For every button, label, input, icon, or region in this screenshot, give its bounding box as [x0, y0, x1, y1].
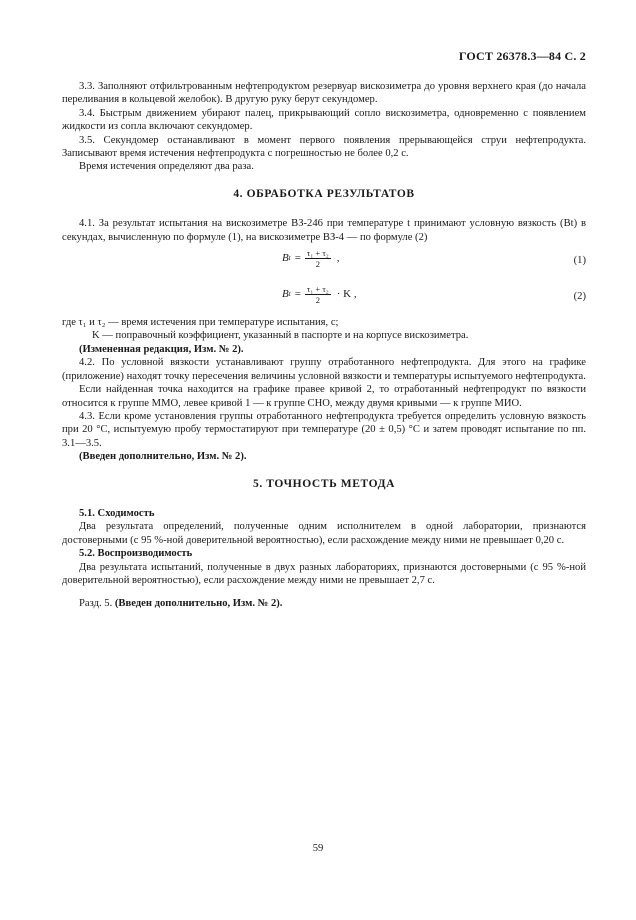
formula-2-lhs: B: [282, 287, 289, 300]
paragraph-4-1: 4.1. За результат испытания на вискозиметре ВЗ-246 при температуре t принимают условную вязкость (Bt) в секундах, вычисленную по формуле (1), на вискозиметре ВЗ-4 — по формуле (2): [62, 218, 586, 243]
formula-1-tail: ,: [336, 251, 340, 264]
section-5-note-text: (Введен дополнительно, Изм. № 2).: [114, 598, 283, 610]
subsection-5-1-text: Два результата определений, полученные одним исполнителем в одной лаборатории, признаются достоверными (с 95 %-ной доверительной вероятностью), если расхождение между ними не превышает 0,20 с.: [62, 521, 586, 546]
formula-1-eq: =: [294, 251, 301, 264]
formula-2: [62, 280, 586, 316]
formula-2-lhs-sub: t: [288, 289, 291, 298]
paragraph-3-3: 3.3. Заполняют отфильтрованным нефтепродуктом резервуар вискозиметра до уровня верхнего края (до начала переливания в кольцевой желобок). В другую руку берут секундомер.: [62, 81, 586, 106]
formula-2-fraction: [305, 284, 331, 305]
formula-1-lhs: B: [282, 251, 289, 264]
where-tau: где τ₁ и τ₂ — время истечения при температуре испытания, с;: [62, 317, 339, 329]
formula-1-denominator: 2: [315, 259, 320, 270]
formula-2-number: (2): [573, 291, 586, 303]
formula-2-denominator: 2: [315, 295, 320, 306]
section-5-note-prefix: Разд. 5.: [79, 598, 113, 610]
formula-1-fraction: [305, 248, 331, 269]
formula-2-numerator: τ₁ + τ₂: [306, 284, 329, 295]
paragraph-3-5: 3.5. Секундомер останавливают в момент первого появления прерывающейся струи нефтепродукта. Записывают время истечения нефтепродукта с погрешностью не более 0,2 с.: [62, 134, 586, 160]
paragraph-4-2: 4.2. По условной вязкости устанавливают группу отработанного нефтепродукта. Для этого на графике (приложение) находят точку пересечения величины условной вязкости и температуры испытуемого нефтепродукта.: [62, 357, 586, 382]
formula-2-eq: =: [294, 287, 301, 300]
paragraph-4-2b: Если найденная точка находится на графике правее кривой 2, то отработанный нефтепродукт по вязкости относится к группе ММО, левее кривой 1 — к группе СНО, между двумя кривыми — к группе МИО.: [62, 384, 586, 409]
subsection-5-1-title: 5.1. Сходимость: [79, 507, 155, 519]
where-k: K — поправочный коэффициент, указанный в паспорте и на корпусе вискозиметра.: [92, 330, 469, 342]
subsection-5-2-text: Два результата испытаний, полученные в двух разных лабораториях, признаются достоверными (с 95 %-ной доверительной вероятностью), если расхождение между ними не превышает 2,7 с.: [62, 561, 586, 586]
subsection-5-2-title: 5.2. Воспроизводимость: [79, 548, 193, 560]
formula-1-lhs-sub: t: [288, 253, 291, 262]
paragraph-3-4: 3.4. Быстрым движением убирают палец, прикрывающий сопло вискозиметра, одновременно с появлением жидкости из сопла включают секундомер.: [62, 107, 586, 133]
formula-1-number: (1): [573, 255, 586, 267]
note-added-4: (Введен дополнительно, Изм. № 2).: [79, 451, 247, 463]
paragraph-4-3: 4.3. Если кроме установления группы отработанного нефтепродукта требуется определить условную вязкость при 20 °С, испытуемую пробу термостатируют при температуре (20 ± 0,5) °С и затем проводят испытание по пп. 3.1—3.5.: [62, 410, 586, 449]
page-number: 59: [312, 843, 324, 854]
section-4-title: 4. ОБРАБОТКА РЕЗУЛЬТАТОВ: [233, 187, 415, 200]
page-content: [62, 80, 586, 611]
running-header: ГОСТ 26378.3—84 С. 2: [458, 49, 586, 63]
section-5-note: [62, 597, 586, 610]
formula-1: [62, 244, 586, 280]
note-amended: (Измененная редакция, Изм. № 2).: [79, 343, 244, 355]
section-5-title: 5. ТОЧНОСТЬ МЕТОДА: [252, 477, 396, 490]
paragraph-time: Время истечения определяют два раза.: [79, 161, 254, 173]
formula-1-numerator: τ₁ + τ₂: [306, 248, 329, 259]
formula-2-tail: · K ,: [336, 287, 357, 300]
